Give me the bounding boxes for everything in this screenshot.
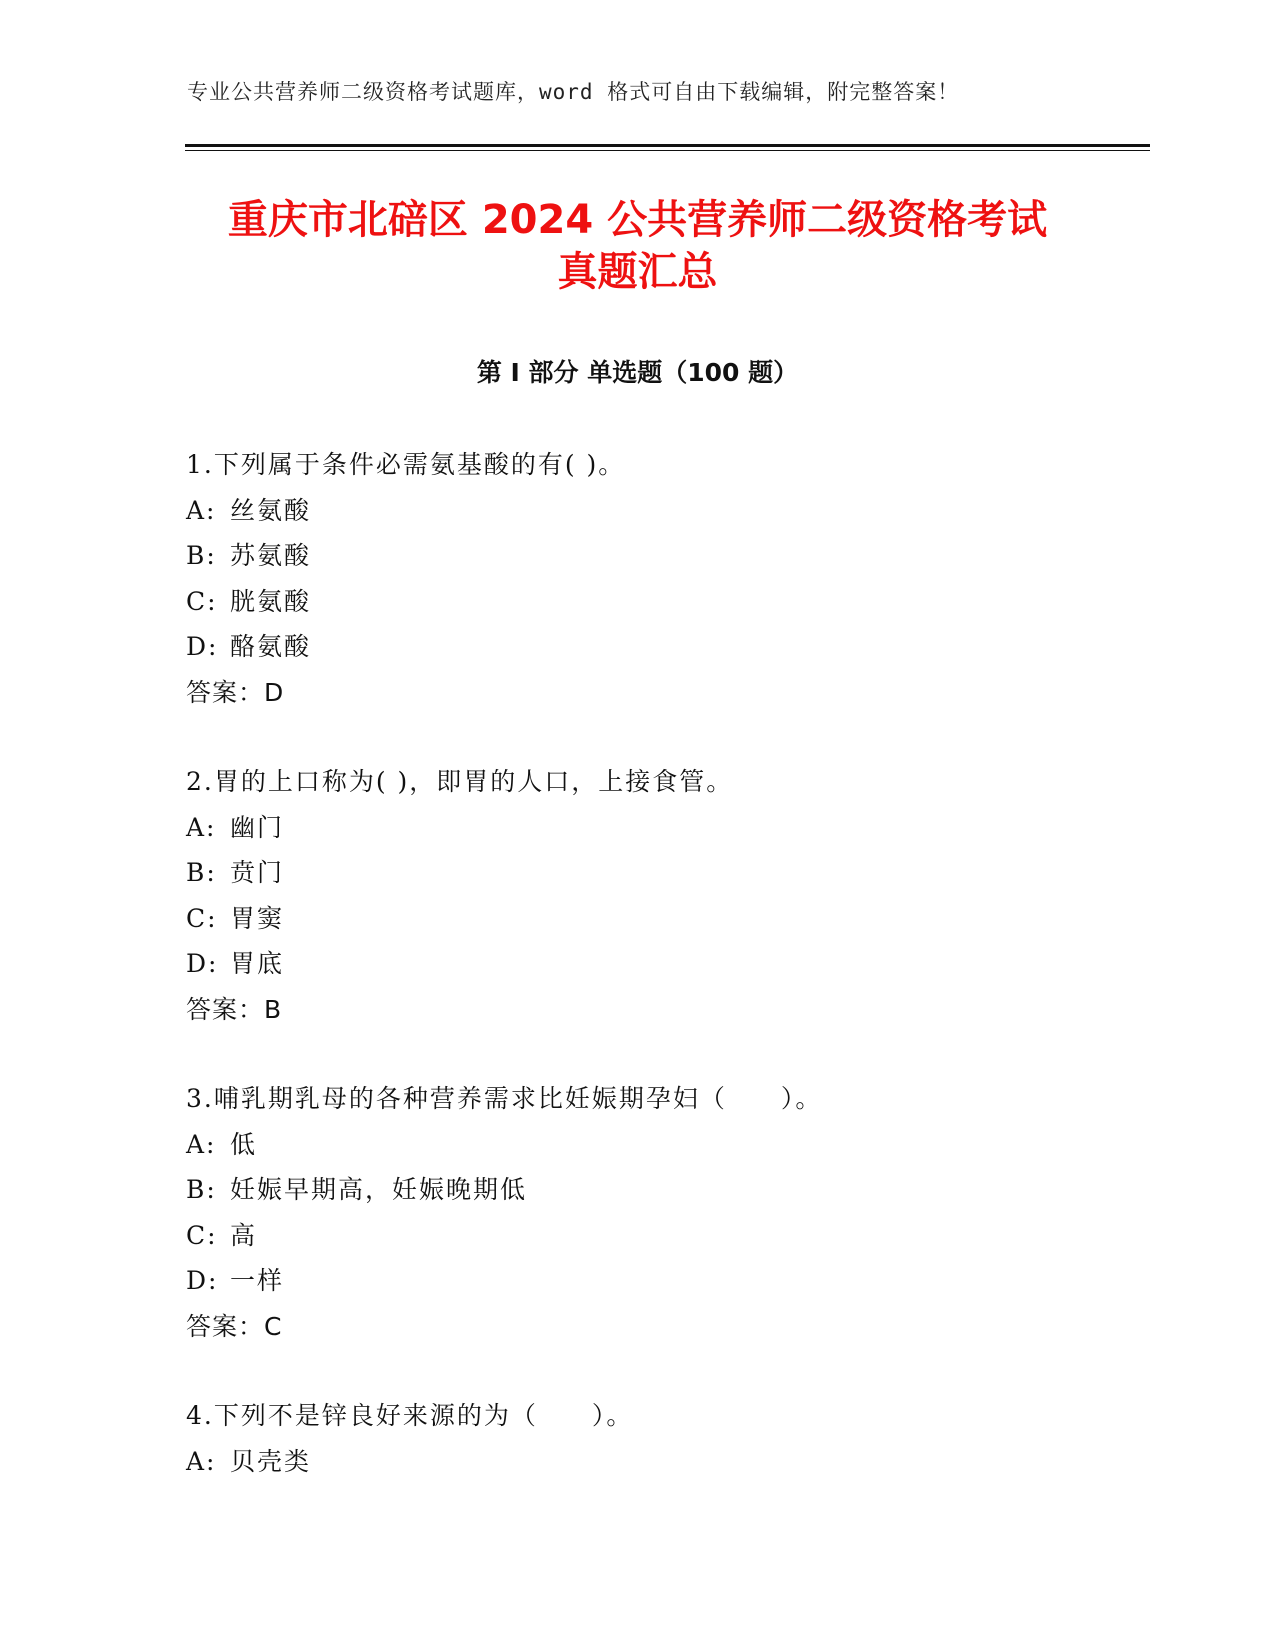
option-key: C: <box>186 903 218 933</box>
option-text: 胃底 <box>230 949 285 978</box>
answer-option <box>186 1122 1146 1168</box>
answer-option <box>186 805 1146 851</box>
option-text: 酪氨酸 <box>230 632 312 661</box>
option-text: 胃窦 <box>230 903 285 933</box>
document-title <box>150 194 1125 298</box>
answer-option <box>186 1258 1146 1304</box>
section-title: 第 I 部分 单选题（100 题） <box>476 358 799 387</box>
option-key: B: <box>186 858 217 887</box>
answer-option <box>186 533 1146 579</box>
question-item <box>186 1076 1146 1349</box>
option-text: 胱氨酸 <box>230 586 312 616</box>
option-text: 妊娠早期高，妊娠晚期低 <box>230 1175 528 1204</box>
option-text: 一样 <box>230 1266 285 1295</box>
option-key: A: <box>186 1129 217 1159</box>
answer-option <box>186 1439 1146 1485</box>
option-text: 贝壳类 <box>230 1446 312 1476</box>
answer-option <box>186 624 1146 670</box>
option-text: 幽门 <box>230 812 285 842</box>
title-line-1: 重庆市北碚区 2024 公共营养师二级资格考试 <box>227 197 1048 243</box>
option-key: D: <box>186 1266 219 1295</box>
answer-key: 答案：C <box>186 1311 283 1341</box>
option-key: A: <box>186 495 217 525</box>
option-key: B: <box>186 541 217 570</box>
header-note: 专业公共营养师二级资格考试题库，word 格式可自由下载编辑，附完整答案！ <box>187 80 960 104</box>
header-rule-thick <box>185 144 1150 147</box>
question-list <box>186 442 1146 1528</box>
question-item <box>186 1393 1146 1484</box>
option-key: A: <box>186 1446 217 1476</box>
answer-option <box>186 896 1146 942</box>
question-stem: 4.下列不是锌良好来源的为（ ）。 <box>186 1401 634 1430</box>
answer-option <box>186 850 1146 896</box>
option-key: C: <box>186 586 218 616</box>
option-text: 低 <box>230 1129 258 1159</box>
option-key: A: <box>186 812 217 842</box>
answer-option <box>186 579 1146 625</box>
answer-option <box>186 1213 1146 1259</box>
option-text: 高 <box>230 1220 258 1250</box>
question-stem: 2.胃的上口称为( )，即胃的人口，上接食管。 <box>186 767 734 796</box>
option-text: 丝氨酸 <box>230 495 312 525</box>
option-key: B: <box>186 1175 217 1204</box>
question-stem: 1.下列属于条件必需氨基酸的有( )。 <box>186 450 626 479</box>
header-rule-thin <box>185 150 1150 151</box>
option-key: C: <box>186 1220 218 1250</box>
answer-option <box>186 488 1146 534</box>
title-line-2: 真题汇总 <box>557 249 718 295</box>
question-item <box>186 442 1146 715</box>
answer-option <box>186 1167 1146 1213</box>
question-stem: 3.哺乳期乳母的各种营养需求比妊娠期孕妇（ ）。 <box>186 1084 823 1113</box>
option-text: 苏氨酸 <box>230 541 312 570</box>
answer-key: 答案：B <box>186 994 283 1024</box>
option-text: 贲门 <box>230 858 285 887</box>
question-item <box>186 759 1146 1032</box>
option-key: D: <box>186 949 219 978</box>
answer-option <box>186 941 1146 987</box>
answer-key: 答案：D <box>186 677 285 707</box>
option-key: D: <box>186 632 219 661</box>
